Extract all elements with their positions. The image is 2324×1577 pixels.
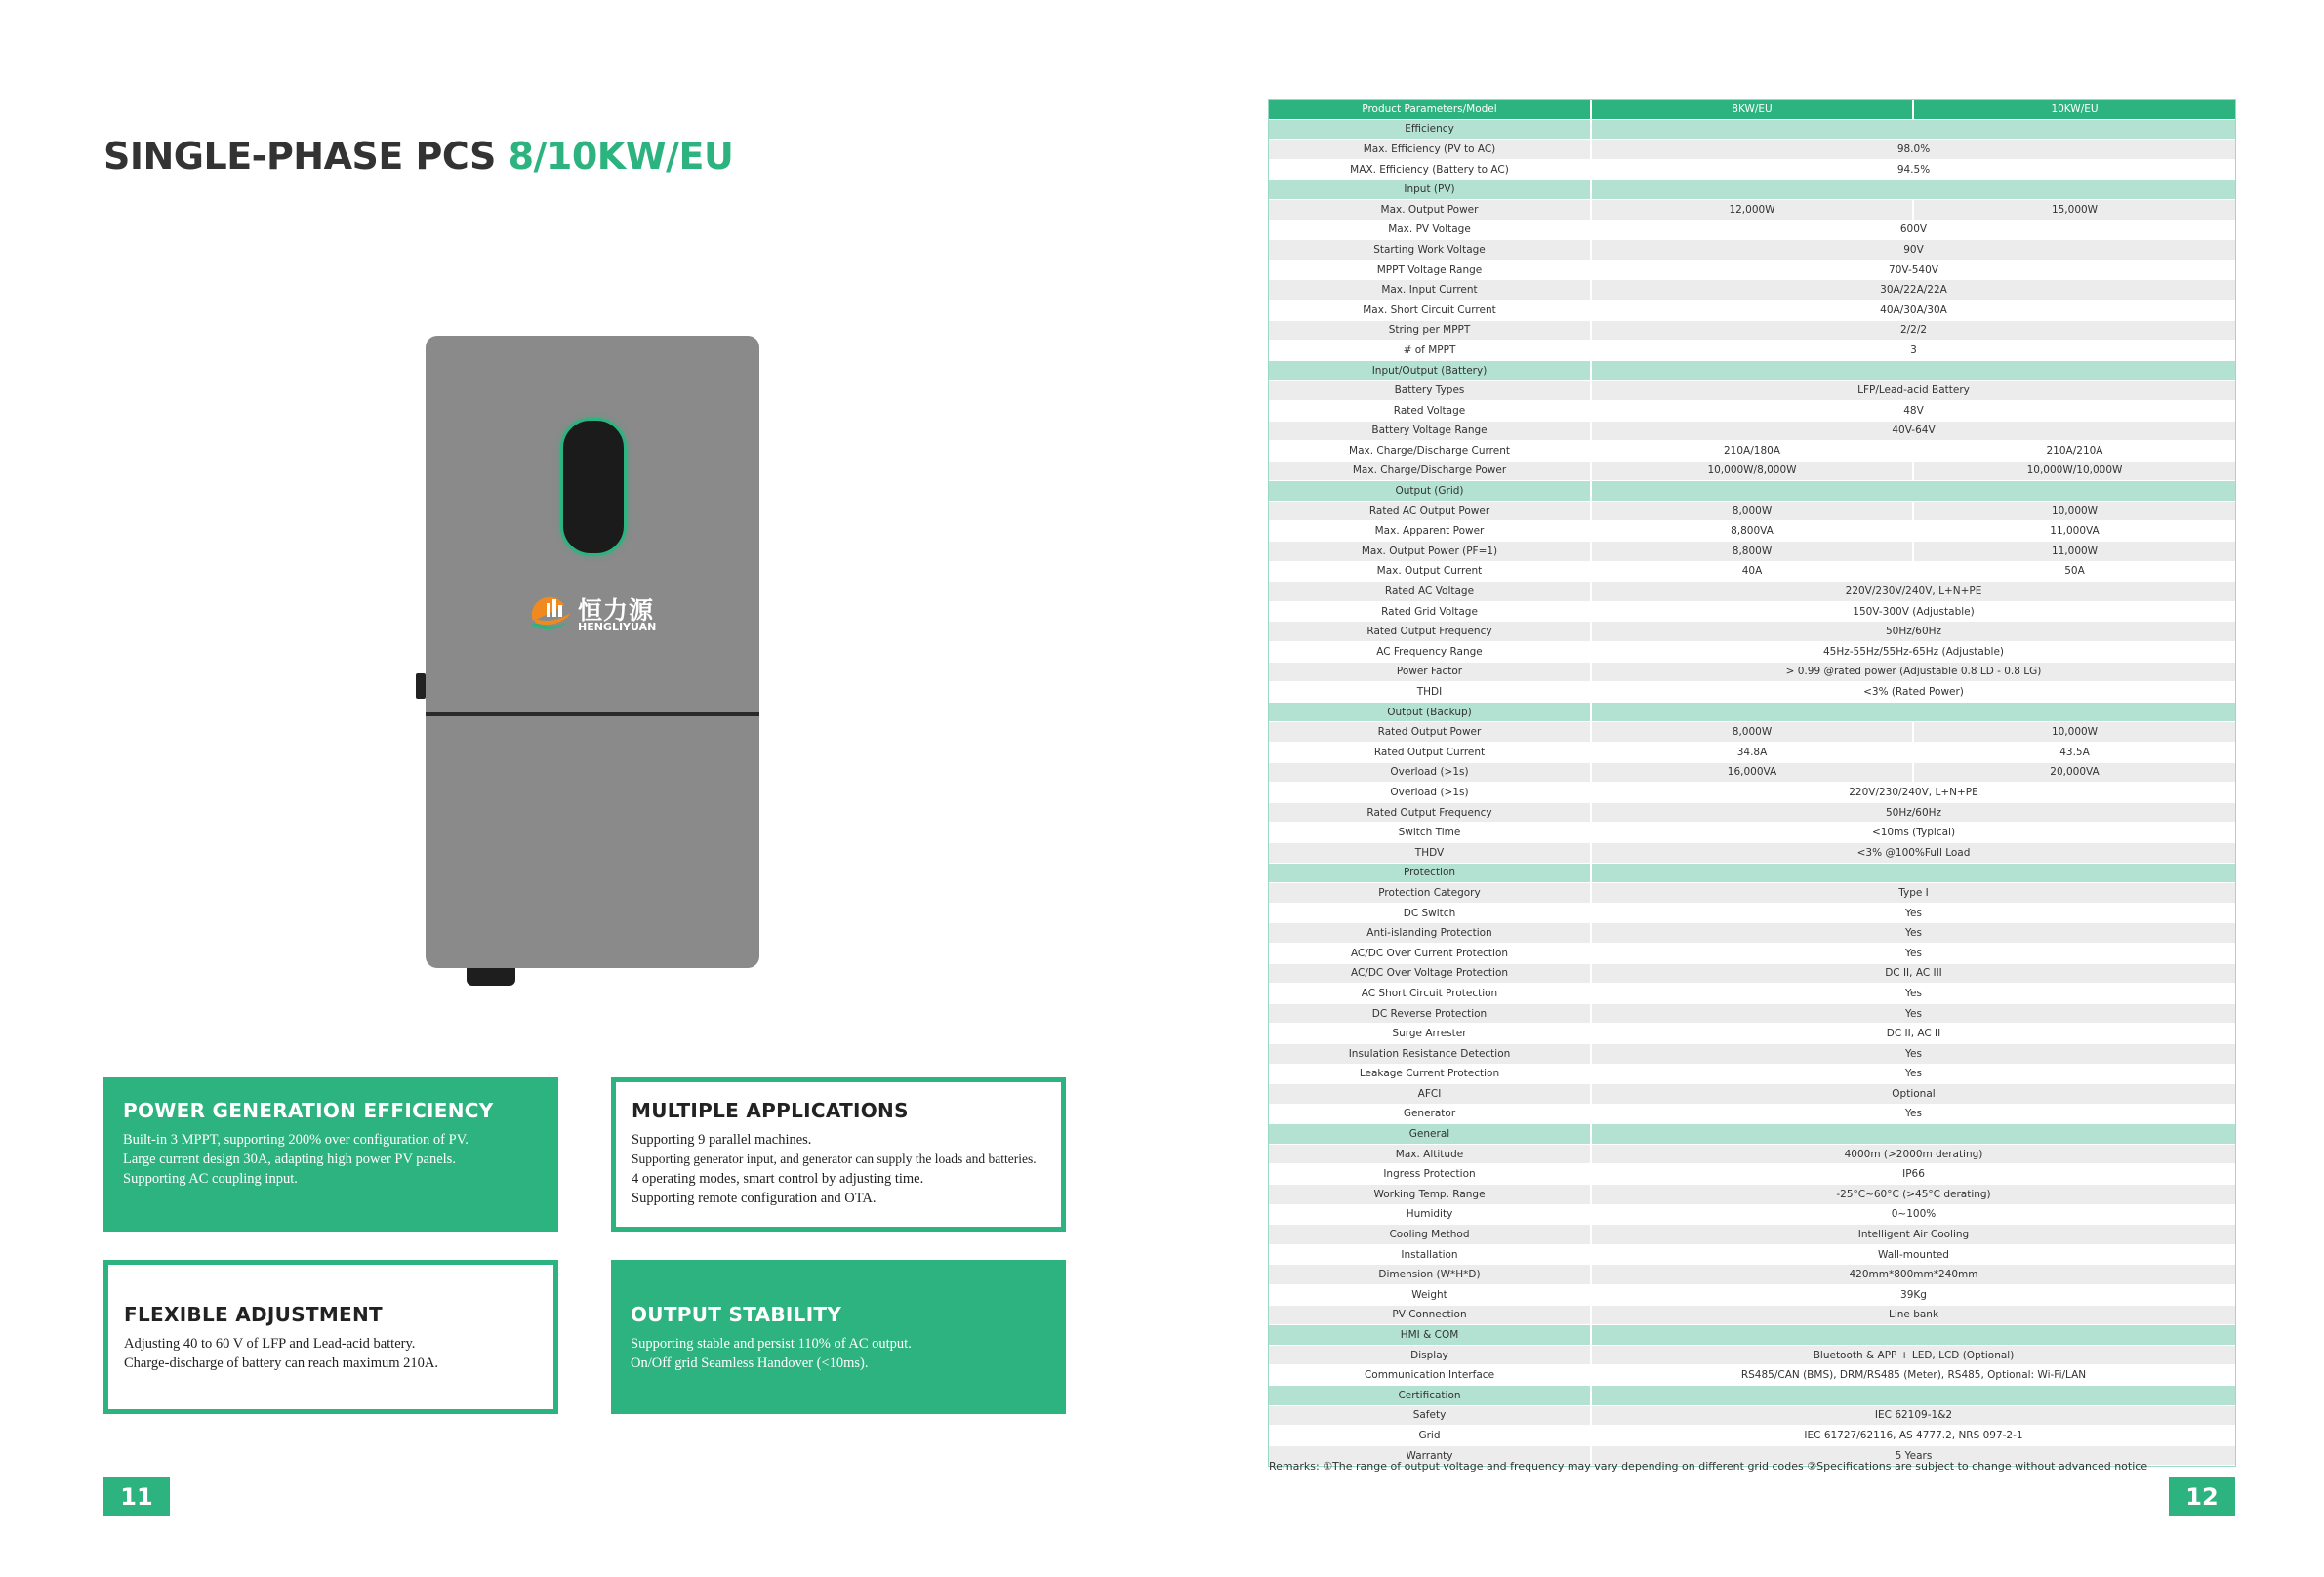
param-name: AC/DC Over Voltage Protection [1269, 963, 1591, 984]
table-row [1269, 199, 2235, 220]
param-name: Max. Efficiency (PV to AC) [1269, 140, 1591, 160]
table-row [1269, 1064, 2235, 1084]
value-10kw: 50A [1913, 561, 2235, 582]
param-value: 420mm*800mm*240mm [1591, 1265, 2235, 1285]
param-value: 98.0% [1591, 140, 2235, 160]
feature-line: Large current design 30A, adapting high power PV panels. [123, 1152, 456, 1167]
table-row [1269, 400, 2235, 421]
section-row [1269, 863, 2235, 883]
table-row [1269, 1003, 2235, 1024]
value-8kw: 8,800W [1591, 542, 1913, 562]
feature-title: FLEXIBLE ADJUSTMENT [124, 1303, 383, 1326]
feature-line: Charge-discharge of battery can reach maximum 210A. [124, 1355, 438, 1371]
value-10kw: 10,000W [1913, 722, 2235, 743]
section-label: Input/Output (Battery) [1269, 360, 1591, 381]
param-name: Leakage Current Protection [1269, 1064, 1591, 1084]
param-value: 600V [1591, 220, 2235, 240]
table-row [1269, 1244, 2235, 1265]
table-row [1269, 903, 2235, 923]
table-row [1269, 923, 2235, 944]
param-value: Yes [1591, 1104, 2235, 1124]
feature-line: 4 operating modes, smart control by adjusting time. [632, 1171, 924, 1187]
param-name: Max. Output Current [1269, 561, 1591, 582]
page-number-left: 11 [103, 1477, 170, 1516]
table-row [1269, 762, 2235, 783]
param-value: IEC 61727/62116, AS 4777.2, NRS 097-2-1 [1591, 1426, 2235, 1446]
feature-line: Supporting 9 parallel machines. [632, 1132, 812, 1148]
param-name: Max. Short Circuit Current [1269, 300, 1591, 320]
feature-line: Adjusting 40 to 60 V of LFP and Lead-acid battery. [124, 1336, 416, 1352]
param-name: Max. Output Power (PF=1) [1269, 542, 1591, 562]
feature-line: Supporting stable and persist 110% of AC output. [631, 1336, 912, 1352]
table-row [1269, 1225, 2235, 1245]
spec-table-body [1269, 119, 2235, 1466]
param-name: Starting Work Voltage [1269, 240, 1591, 261]
param-value: Yes [1591, 1003, 2235, 1024]
param-name: Ingress Protection [1269, 1164, 1591, 1185]
param-name: Rated Output Current [1269, 743, 1591, 763]
table-row [1269, 1104, 2235, 1124]
feature-title: MULTIPLE APPLICATIONS [632, 1099, 909, 1122]
param-value: Yes [1591, 943, 2235, 963]
feature-title: POWER GENERATION EFFICIENCY [123, 1099, 494, 1122]
feature-title: OUTPUT STABILITY [631, 1303, 842, 1326]
section-row [1269, 360, 2235, 381]
param-name: Grid [1269, 1426, 1591, 1446]
table-row [1269, 1024, 2235, 1044]
param-name: Max. Altitude [1269, 1144, 1591, 1164]
param-value: Type I [1591, 883, 2235, 904]
param-value: 70V-540V [1591, 260, 2235, 280]
side-switch [416, 673, 426, 699]
param-name: AFCI [1269, 1084, 1591, 1105]
section-row [1269, 180, 2235, 200]
param-value: 50Hz/60Hz [1591, 802, 2235, 823]
section-row [1269, 1124, 2235, 1145]
table-header-row [1269, 100, 2235, 119]
section-fill [1591, 481, 2235, 502]
section-row [1269, 1386, 2235, 1406]
param-name: MAX. Efficiency (Battery to AC) [1269, 159, 1591, 180]
param-value: 50Hz/60Hz [1591, 622, 2235, 642]
param-value: Bluetooth & APP + LED, LCD (Optional) [1591, 1345, 2235, 1365]
param-value: DC II, AC III [1591, 963, 2235, 984]
section-label: Efficiency [1269, 119, 1591, 140]
param-value: IEC 62109-1&2 [1591, 1405, 2235, 1426]
param-name: Overload (>1s) [1269, 762, 1591, 783]
brand-emblem-icon [525, 591, 576, 636]
feature-text [124, 1334, 538, 1373]
table-row [1269, 722, 2235, 743]
param-value: Yes [1591, 903, 2235, 923]
value-10kw: 11,000W [1913, 542, 2235, 562]
inverter-product-image [408, 332, 769, 995]
section-fill [1591, 1124, 2235, 1145]
bottom-connector [467, 968, 515, 986]
param-name: Anti-islanding Protection [1269, 923, 1591, 944]
table-row [1269, 1043, 2235, 1064]
table-row [1269, 280, 2235, 301]
table-row [1269, 441, 2235, 462]
param-value: 220V/230/240V, L+N+PE [1591, 783, 2235, 803]
page-title [103, 135, 733, 178]
param-value: Yes [1591, 1064, 2235, 1084]
param-name: Battery Voltage Range [1269, 421, 1591, 441]
feature-text [632, 1130, 1045, 1208]
table-row [1269, 783, 2235, 803]
param-value: IP66 [1591, 1164, 2235, 1185]
param-value: <3% (Rated Power) [1591, 682, 2235, 703]
value-10kw: 210A/210A [1913, 441, 2235, 462]
param-name: Humidity [1269, 1204, 1591, 1225]
param-value: 48V [1591, 400, 2235, 421]
param-name: THDI [1269, 682, 1591, 703]
value-8kw: 210A/180A [1591, 441, 1913, 462]
table-row [1269, 159, 2235, 180]
param-name: Weight [1269, 1285, 1591, 1306]
param-name: Installation [1269, 1244, 1591, 1265]
value-10kw: 10,000W/10,000W [1913, 461, 2235, 481]
table-row [1269, 341, 2235, 361]
led-window [560, 418, 627, 556]
section-row [1269, 1325, 2235, 1346]
param-name: Battery Types [1269, 381, 1591, 401]
param-name: Max. Charge/Discharge Power [1269, 461, 1591, 481]
param-name: Max. PV Voltage [1269, 220, 1591, 240]
param-name: Rated AC Voltage [1269, 582, 1591, 602]
table-row [1269, 381, 2235, 401]
param-name: DC Switch [1269, 903, 1591, 923]
section-label: Input (PV) [1269, 180, 1591, 200]
value-8kw: 8,000W [1591, 501, 1913, 521]
param-name: MPPT Voltage Range [1269, 260, 1591, 280]
param-name: Insulation Resistance Detection [1269, 1043, 1591, 1064]
param-value: 150V-300V (Adjustable) [1591, 601, 2235, 622]
value-8kw: 40A [1591, 561, 1913, 582]
param-name: Max. Apparent Power [1269, 521, 1591, 542]
param-value: 220V/230V/240V, L+N+PE [1591, 582, 2235, 602]
param-name: Working Temp. Range [1269, 1185, 1591, 1205]
feature-line: Supporting generator input, and generator can supply the loads and batteries. [632, 1152, 1037, 1166]
param-value: 5 Years [1591, 1445, 2235, 1466]
value-10kw: 20,000VA [1913, 762, 2235, 783]
table-row [1269, 421, 2235, 441]
feature-line: On/Off grid Seamless Handover (<10ms). [631, 1355, 869, 1371]
param-name: Rated Output Frequency [1269, 802, 1591, 823]
header-cell: 10KW/EU [1913, 100, 2235, 119]
param-name: String per MPPT [1269, 320, 1591, 341]
param-name: Switch Time [1269, 823, 1591, 843]
param-value: RS485/CAN (BMS), DRM/RS485 (Meter), RS485, Optional: Wi-Fi/LAN [1591, 1365, 2235, 1386]
param-name: Generator [1269, 1104, 1591, 1124]
header-cell: Product Parameters/Model [1269, 100, 1591, 119]
feature-multiple-applications [611, 1077, 1066, 1232]
param-name: Max. Charge/Discharge Current [1269, 441, 1591, 462]
param-name: Warranty [1269, 1445, 1591, 1466]
feature-text [123, 1130, 539, 1189]
feature-output-stability [611, 1260, 1066, 1414]
param-value: 40A/30A/30A [1591, 300, 2235, 320]
table-row [1269, 622, 2235, 642]
table-row [1269, 501, 2235, 521]
param-value: 2/2/2 [1591, 320, 2235, 341]
param-name: Communication Interface [1269, 1365, 1591, 1386]
table-row [1269, 521, 2235, 542]
table-row [1269, 1084, 2235, 1105]
brand-name-cn: 恒力源 [578, 596, 655, 625]
section-fill [1591, 119, 2235, 140]
section-fill [1591, 360, 2235, 381]
table-row [1269, 1265, 2235, 1285]
table-row [1269, 963, 2235, 984]
param-name: Max. Output Power [1269, 199, 1591, 220]
remarks-note: Remarks: ①The range of output voltage and frequency may vary depending on different grid codes ②Specifications are subject to change without advanced notice [1269, 1460, 2148, 1473]
section-label: HMI & COM [1269, 1325, 1591, 1346]
section-label: Output (Backup) [1269, 702, 1591, 722]
table-row [1269, 1144, 2235, 1164]
table-row [1269, 561, 2235, 582]
table-row [1269, 1185, 2235, 1205]
table-row [1269, 260, 2235, 280]
section-label: Protection [1269, 863, 1591, 883]
feature-text [631, 1334, 1046, 1373]
brand-name-en: HENGLIYUAN [578, 621, 657, 633]
value-10kw: 43.5A [1913, 743, 2235, 763]
value-8kw: 8,800VA [1591, 521, 1913, 542]
section-label: Certification [1269, 1386, 1591, 1406]
feature-line: Built-in 3 MPPT, supporting 200% over configuration of PV. [123, 1132, 469, 1148]
param-name: AC Frequency Range [1269, 642, 1591, 663]
table-row [1269, 601, 2235, 622]
section-label: Output (Grid) [1269, 481, 1591, 502]
section-fill [1591, 702, 2235, 722]
table-row [1269, 1164, 2235, 1185]
param-name: Display [1269, 1345, 1591, 1365]
param-value: 0~100% [1591, 1204, 2235, 1225]
param-value: Yes [1591, 923, 2235, 944]
value-10kw: 15,000W [1913, 199, 2235, 220]
param-value: 40V-64V [1591, 421, 2235, 441]
param-value: LFP/Lead-acid Battery [1591, 381, 2235, 401]
param-value: 30A/22A/22A [1591, 280, 2235, 301]
param-value: 94.5% [1591, 159, 2235, 180]
table-row [1269, 743, 2235, 763]
param-value: 90V [1591, 240, 2235, 261]
feature-power-generation-efficiency [103, 1077, 558, 1232]
table-row [1269, 984, 2235, 1004]
table-row [1269, 1365, 2235, 1386]
value-8kw: 10,000W/8,000W [1591, 461, 1913, 481]
value-8kw: 16,000VA [1591, 762, 1913, 783]
table-row [1269, 1305, 2235, 1325]
table-row [1269, 883, 2235, 904]
param-value: 4000m (>2000m derating) [1591, 1144, 2235, 1164]
param-value: <10ms (Typical) [1591, 823, 2235, 843]
section-fill [1591, 1325, 2235, 1346]
param-value: Intelligent Air Cooling [1591, 1225, 2235, 1245]
spec-table [1269, 100, 2235, 1466]
param-name: Dimension (W*H*D) [1269, 1265, 1591, 1285]
param-value: -25°C~60°C (>45°C derating) [1591, 1185, 2235, 1205]
param-value: 45Hz-55Hz/55Hz-65Hz (Adjustable) [1591, 642, 2235, 663]
table-row [1269, 943, 2235, 963]
table-row [1269, 1285, 2235, 1306]
param-name: Max. Input Current [1269, 280, 1591, 301]
table-row [1269, 300, 2235, 320]
param-value: Yes [1591, 1043, 2235, 1064]
param-name: THDV [1269, 842, 1591, 863]
param-value: 39Kg [1591, 1285, 2235, 1306]
table-row [1269, 842, 2235, 863]
table-row [1269, 1345, 2235, 1365]
section-fill [1591, 180, 2235, 200]
brand-logo [525, 591, 672, 640]
feature-line: Supporting AC coupling input. [123, 1171, 298, 1187]
value-8kw: 34.8A [1591, 743, 1913, 763]
table-row [1269, 642, 2235, 663]
table-row [1269, 320, 2235, 341]
param-name: Rated Grid Voltage [1269, 601, 1591, 622]
param-name: Rated Output Frequency [1269, 622, 1591, 642]
table-row [1269, 802, 2235, 823]
value-10kw: 10,000W [1913, 501, 2235, 521]
param-name: Cooling Method [1269, 1225, 1591, 1245]
param-value: Optional [1591, 1084, 2235, 1105]
table-row [1269, 542, 2235, 562]
section-fill [1591, 863, 2235, 883]
param-value: <3% @100%Full Load [1591, 842, 2235, 863]
section-fill [1591, 1386, 2235, 1406]
param-name: AC Short Circuit Protection [1269, 984, 1591, 1004]
param-name: Power Factor [1269, 662, 1591, 682]
param-value: 3 [1591, 341, 2235, 361]
header-cell: 8KW/EU [1591, 100, 1913, 119]
table-row [1269, 1204, 2235, 1225]
table-row [1269, 140, 2235, 160]
table-row [1269, 662, 2235, 682]
title-main: SINGLE-PHASE PCS [103, 135, 509, 178]
page-number-right: 12 [2169, 1477, 2235, 1516]
param-value: Wall-mounted [1591, 1244, 2235, 1265]
section-row [1269, 119, 2235, 140]
table-row [1269, 461, 2235, 481]
param-name: Rated AC Output Power [1269, 501, 1591, 521]
section-label: General [1269, 1124, 1591, 1145]
title-accent: 8/10KW/EU [508, 135, 734, 178]
table-row [1269, 823, 2235, 843]
param-value: DC II, AC II [1591, 1024, 2235, 1044]
table-row [1269, 240, 2235, 261]
panel-seam [426, 712, 759, 716]
table-row [1269, 220, 2235, 240]
param-name: Rated Output Power [1269, 722, 1591, 743]
table-row [1269, 682, 2235, 703]
table-row [1269, 582, 2235, 602]
param-name: Protection Category [1269, 883, 1591, 904]
param-name: Overload (>1s) [1269, 783, 1591, 803]
param-name: PV Connection [1269, 1305, 1591, 1325]
table-row [1269, 1405, 2235, 1426]
param-name: Rated Voltage [1269, 400, 1591, 421]
param-name: # of MPPT [1269, 341, 1591, 361]
section-row [1269, 702, 2235, 722]
param-name: Safety [1269, 1405, 1591, 1426]
param-value: > 0.99 @rated power (Adjustable 0.8 LD - 0.8 LG) [1591, 662, 2235, 682]
table-row [1269, 1426, 2235, 1446]
param-name: Surge Arrester [1269, 1024, 1591, 1044]
param-name: AC/DC Over Current Protection [1269, 943, 1591, 963]
value-8kw: 8,000W [1591, 722, 1913, 743]
param-value: Line bank [1591, 1305, 2235, 1325]
value-10kw: 11,000VA [1913, 521, 2235, 542]
feature-line: Supporting remote configuration and OTA. [632, 1191, 877, 1206]
param-value: Yes [1591, 984, 2235, 1004]
param-name: DC Reverse Protection [1269, 1003, 1591, 1024]
section-row [1269, 481, 2235, 502]
feature-flexible-adjustment [103, 1260, 558, 1414]
value-8kw: 12,000W [1591, 199, 1913, 220]
